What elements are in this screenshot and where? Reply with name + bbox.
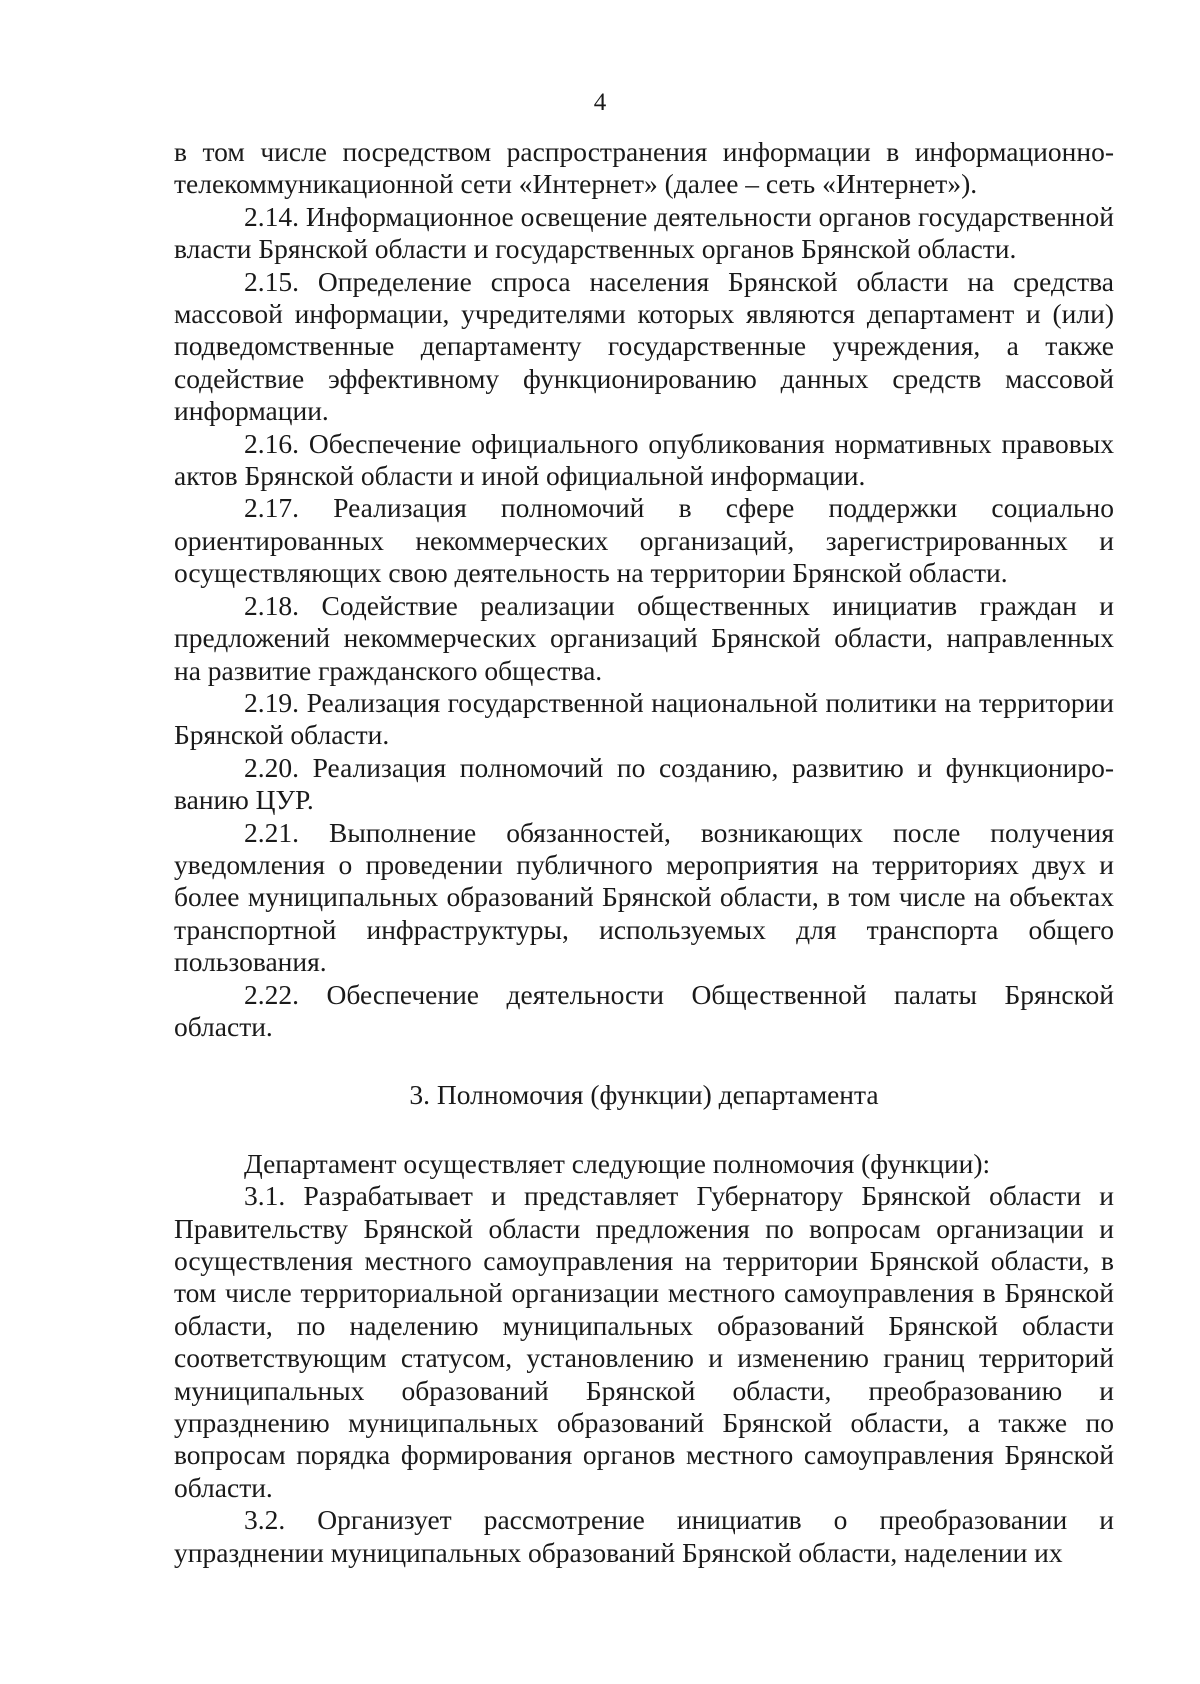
paragraph: Департамент осуществляет следующие полномочия (функции): (244, 1147, 991, 1179)
document-body (174, 136, 1114, 1569)
paragraph: в том числе посредством распространения информации в информационно-телекоммуникационной сети «Интернет» (далее – сеть «Интернет»). (174, 136, 1114, 200)
paragraph: 2.16. Обеспечение официального опубликования нормативных правовых актов Брянской области и иной официальной информации. (174, 427, 1114, 492)
paragraph: 2.20. Реализация полномочий по созданию, развитию и функционированию ЦУР. (174, 751, 1114, 816)
paragraph: 2.14. Информационное освещение деятельности органов государственной власти Брянской области и государственных органов Брянской области. (174, 200, 1114, 265)
paragraph: 2.22. Обеспечение деятельности Общественной палаты Брянской области. (174, 978, 1114, 1042)
paragraph: 2.18. Содействие реализации общественных инициатив граждан и предложений некоммерческих организаций Брянской области, направленных на развитие гражданского общества. (174, 589, 1114, 686)
paragraph: 3.2. Организует рассмотрение инициатив о преобразовании и упразднении муниципальных образований Брянской области, наделении их (174, 1504, 1114, 1568)
section-heading: 3. Полномочия (функции) департамента (409, 1079, 879, 1111)
paragraph: 2.15. Определение спроса населения Брянской области на средства массовой информации, учредителями которых являются департамент и (или) подведомственные департаменту государственные учреждения, а также содействие эффективному функционированию данных средств массовой информации. (174, 265, 1114, 427)
section-2-continuation (174, 136, 1114, 1043)
paragraph: 2.19. Реализация государственной национальной политики на территории Брянской области. (174, 686, 1114, 751)
paragraph: 2.21. Выполнение обязанностей, возникающих после получения уведомления о проведении публичного мероприятия на территориях двух и более муниципальных образований Брянской области, в том числе на объектах транспортной инфраструктуры, используемых для транспорта общего пользования. (174, 816, 1114, 978)
page-number: 4 (593, 89, 607, 116)
paragraph: 2.17. Реализация полномочий в сфере поддержки социально ориентированных некоммерческих организаций, зарегистрированных и осуществляющих свою деятельность на территории Брянской области. (174, 492, 1114, 589)
paragraph: 3.1. Разрабатывает и представляет Губернатору Брянской области и Правительству Брянской области предложения по вопросам организации и осуществления местного самоуправления на территории Брянской области, в том числе территориальной организации местного самоуправления в Брянской области, по наделению муниципальных образований Брянской области соответствующим статусом, установлению и изменению границ территорий муниципальных образований Брянской области, преобразованию и упразднению муниципальных образований Брянской области, а также по вопросам порядка формирования органов местного самоуправления Брянской области. (174, 1180, 1114, 1503)
section-3-body (174, 1148, 1114, 1569)
